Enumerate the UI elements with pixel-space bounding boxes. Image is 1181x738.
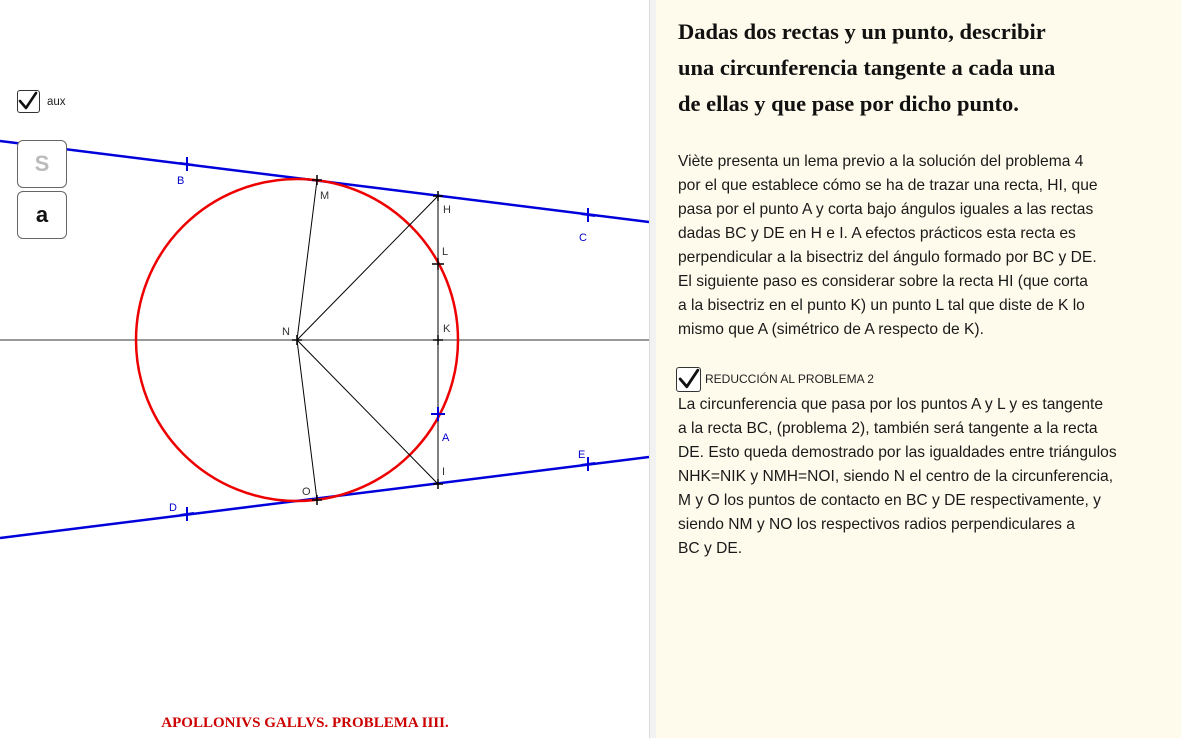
style-button-a[interactable] (17, 191, 67, 239)
paragraph-line: BC y DE. (678, 540, 743, 557)
label-a: A (442, 432, 450, 444)
aux-checkbox[interactable] (17, 90, 40, 113)
aux-checkbox-label: aux (47, 96, 66, 108)
text-panel (656, 0, 1181, 738)
reduction-checkbox[interactable] (676, 367, 701, 392)
construction-caption: APOLLONIVS GALLVS. PROBLEMA IIII. (161, 715, 449, 731)
label-o: O (302, 486, 311, 498)
paragraph-line: El siguiente paso es considerar sobre la recta HI (que corta (678, 273, 1088, 290)
label-k: K (443, 323, 451, 335)
label-d: D (169, 502, 177, 514)
label-h: H (443, 204, 451, 216)
point-m[interactable] (312, 175, 322, 185)
title-line: Dadas dos rectas y un punto, describir (678, 19, 1046, 44)
panel-divider[interactable] (649, 0, 656, 738)
reduction-paragraph (678, 393, 1148, 561)
paragraph-line: perpendicular a la bisectriz del ángulo formado por BC y DE. (678, 249, 1097, 266)
paragraph-line: Viète presenta un lema previo a la solución del problema 4 (678, 153, 1084, 170)
problem-title (678, 14, 1158, 122)
paragraph-line: siendo NM y NO los respectivos radios perpendiculares a (678, 516, 1075, 533)
point-k[interactable] (433, 335, 443, 345)
label-c: C (579, 232, 587, 244)
point-d[interactable] (180, 507, 194, 521)
paragraph-line: pasa por el punto A y corta bajo ángulos iguales a las rectas (678, 201, 1094, 218)
paragraph-line: a la bisectriz en el punto K) un punto L tal que diste de K lo (678, 297, 1085, 314)
point-o[interactable] (312, 495, 322, 505)
lemma-paragraph (678, 150, 1148, 342)
segment-ni[interactable] (297, 340, 438, 484)
style-button-s-label: S (34, 151, 50, 176)
point-c[interactable] (581, 208, 595, 222)
label-n: N (282, 326, 290, 338)
label-m: M (320, 190, 330, 202)
segment-nh[interactable] (297, 196, 438, 340)
title-line: una circunferencia tangente a cada una (678, 55, 1056, 80)
segment-nm[interactable] (297, 180, 317, 340)
checkmark-icon (678, 368, 700, 390)
label-l: L (442, 246, 449, 258)
paragraph-line: dadas BC y DE en H e I. A efectos prácticos esta recta es (678, 225, 1076, 242)
paragraph-line: DE. Esto queda demostrado por las igualdades entre triángulos (678, 444, 1117, 461)
paragraph-line: mismo que A (simétrico de A respecto de K). (678, 321, 984, 338)
label-i: I (442, 466, 446, 478)
label-b: B (177, 175, 185, 187)
title-line: de ellas y que pase por dicho punto. (678, 91, 1019, 116)
reduction-checkbox-label: REDUCCIÓN AL PROBLEMA 2 (705, 372, 874, 386)
point-b[interactable] (180, 157, 194, 171)
paragraph-line: a la recta BC, (problema 2), también será tangente a la recta (678, 420, 1098, 437)
paragraph-line: NHK=NIK y NMH=NOI, siendo N el centro de la circunferencia, (678, 468, 1114, 485)
checkmark-icon (18, 91, 38, 111)
segment-no[interactable] (297, 340, 317, 500)
style-button-s[interactable] (17, 140, 67, 188)
style-button-a-label: a (35, 202, 49, 227)
paragraph-line: La circunferencia que pasa por los puntos A y L y es tangente (678, 396, 1104, 413)
label-e: E (578, 449, 586, 461)
paragraph-line: M y O los puntos de contacto en BC y DE respectivamente, y (678, 492, 1101, 509)
paragraph-line: por el que establece cómo se ha de trazar una recta, HI, que (678, 177, 1098, 194)
